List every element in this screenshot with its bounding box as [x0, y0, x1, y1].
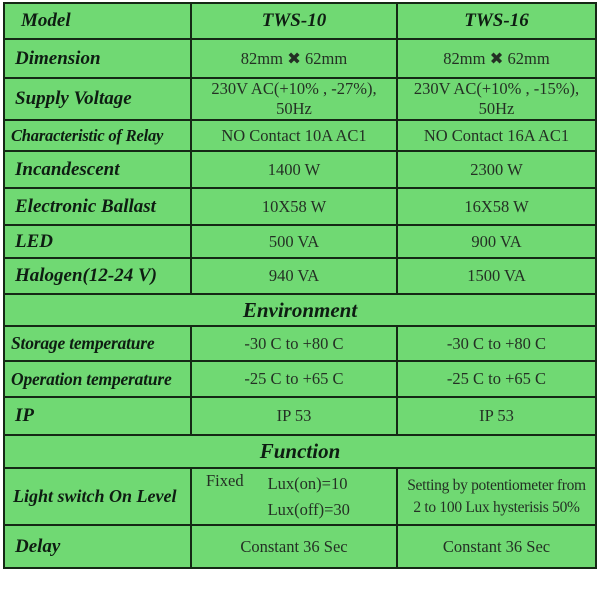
table-row-storage-temperature [4, 326, 596, 361]
incandescent-tws16-value: 2300 W [397, 151, 596, 188]
header-row [4, 3, 596, 39]
row-label: Storage temperature [4, 326, 191, 361]
table-row-operation-temperature [4, 361, 596, 397]
row-label: Incandescent [4, 151, 191, 188]
row-label: IP [4, 397, 191, 435]
table-row-relay [4, 120, 596, 151]
tws16-header-cell: TWS-16 [397, 3, 596, 39]
potentiometer-line2: 2 to 100 Lux hysterisis 50% [413, 498, 580, 516]
potentiometer-line1: Setting by potentiometer from [407, 476, 586, 494]
storage-temp-tws10-value: -30 C to +80 C [191, 326, 397, 361]
row-label: Dimension [4, 39, 191, 78]
row-label: Supply Voltage [4, 78, 191, 120]
row-label: Light switch On Level [4, 468, 191, 525]
ip-tws16-value: IP 53 [397, 397, 596, 435]
model-header-cell: Model [4, 3, 191, 39]
table-row-electronic-ballast [4, 188, 596, 225]
ballast-tws16-value: 16X58 W [397, 188, 596, 225]
environment-section-title: Environment [4, 294, 596, 326]
delay-tws16-value: Constant 36 Sec [397, 525, 596, 568]
dimension-tws16-value: 82mm ✖ 62mm [397, 39, 596, 78]
ip-tws10-value: IP 53 [191, 397, 397, 435]
row-label: Operation temperature [4, 361, 191, 397]
row-label: Delay [4, 525, 191, 568]
function-section-title: Function [4, 435, 596, 468]
relay-tws16-value: NO Contact 16A AC1 [397, 120, 596, 151]
supply-voltage-tws10-value: 230V AC(+10% , -27%), 50Hz [191, 78, 397, 120]
table-row-incandescent [4, 151, 596, 188]
led-tws16-value: 900 VA [397, 225, 596, 258]
light-switch-tws16-value [397, 468, 596, 525]
storage-temp-tws16-value: -30 C to +80 C [397, 326, 596, 361]
tws10-header-cell: TWS-10 [191, 3, 397, 39]
table-row-supply-voltage [4, 78, 596, 120]
section-row-environment [4, 294, 596, 326]
halogen-tws10-value: 940 VA [191, 258, 397, 294]
section-row-function [4, 435, 596, 468]
ballast-tws10-value: 10X58 W [191, 188, 397, 225]
table-row-ip [4, 397, 596, 435]
incandescent-tws10-value: 1400 W [191, 151, 397, 188]
led-tws10-value: 500 VA [191, 225, 397, 258]
lux-off-value: Lux(off)=30 [267, 499, 350, 519]
row-label: Characteristic of Relay [4, 120, 191, 151]
specification-table [3, 2, 597, 569]
table-row-delay [4, 525, 596, 568]
supply-voltage-tws16-value: 230V AC(+10% , -15%), 50Hz [397, 78, 596, 120]
relay-tws10-value: NO Contact 10A AC1 [191, 120, 397, 151]
halogen-tws16-value: 1500 VA [397, 258, 596, 294]
row-label: Electronic Ballast [4, 188, 191, 225]
dimension-tws10-value: 82mm ✖ 62mm [191, 39, 397, 78]
row-label: Halogen(12-24 V) [4, 258, 191, 294]
operation-temp-tws16-value: -25 C to +65 C [397, 361, 596, 397]
operation-temp-tws10-value: -25 C to +65 C [191, 361, 397, 397]
delay-tws10-value: Constant 36 Sec [191, 525, 397, 568]
table-row-dimension [4, 39, 596, 78]
table-row-led [4, 225, 596, 258]
table-row-halogen [4, 258, 596, 294]
row-label: LED [4, 225, 191, 258]
fixed-label: Fixed [206, 470, 244, 490]
lux-on-value: Lux(on)=10 [267, 473, 348, 493]
table-row-light-switch [4, 468, 596, 525]
light-switch-tws10-value [191, 468, 397, 525]
